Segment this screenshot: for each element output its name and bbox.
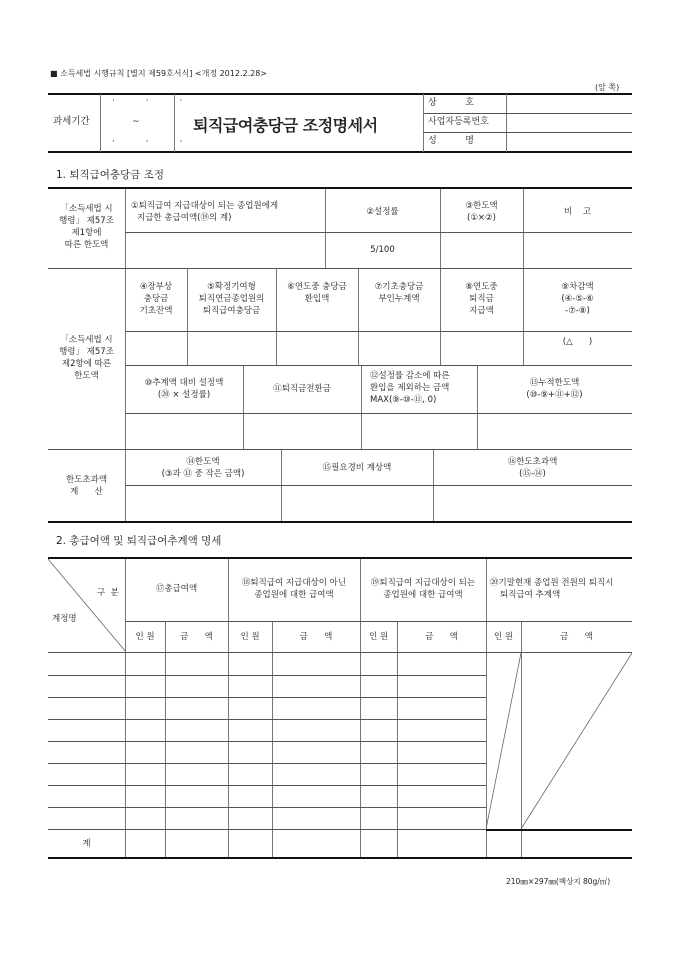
section2-bottom-border <box>48 857 632 859</box>
col-limit-header-2: (①×②) <box>467 213 496 223</box>
col8-header-1: ⑧연도중 <box>465 282 498 292</box>
col-remarks-header: 비 고 <box>563 207 592 217</box>
col15-header: ⑮필요경비 계상액 <box>322 463 392 473</box>
s1b-mid-line-b <box>125 365 632 366</box>
s2-div-5 <box>397 621 398 858</box>
sub-people-18: 인 원 <box>240 632 260 642</box>
section1-title: 1. 퇴직급여충당금 조정 <box>56 169 164 181</box>
col6-header-1: ⑥연도중 충당금 <box>287 282 347 292</box>
s1a-bottom-line <box>48 268 632 269</box>
col12-header-1: ⑫설정률 감소에 따른 <box>370 371 450 381</box>
s1a-div-3 <box>523 189 524 268</box>
tax-period-label: 과세기간 <box>53 116 90 127</box>
s1a-label-divider <box>125 189 126 268</box>
representative-name-label: 성 명 <box>428 136 474 146</box>
col4-header-1: ④장부상 <box>139 282 173 292</box>
estimate-diagonal-amount <box>521 653 632 829</box>
excess-label-line2: 계 산 <box>70 487 103 497</box>
header-divider-3 <box>423 94 424 152</box>
group19-header-2: 종업원에 대한 급여액 <box>383 590 463 600</box>
tax-period-start-dots: · · · <box>112 96 197 106</box>
company-name-label: 상 호 <box>428 98 474 108</box>
group18-header-1: ⑱퇴직급여 지급대상이 아닌 <box>241 578 347 588</box>
col-rate-header: ②설정률 <box>366 207 399 217</box>
s1b-mid-line-a <box>125 331 632 332</box>
sub-people-20: 인 원 <box>493 632 514 642</box>
col6-header-2: 환입액 <box>304 294 330 304</box>
s2-div-4 <box>360 559 361 858</box>
s1b-mid-line-c <box>125 413 632 414</box>
s1a-div-1 <box>325 189 326 268</box>
total-row-label: 계 <box>82 839 91 849</box>
col4-header-3: 기초잔액 <box>139 306 173 316</box>
section1-bottom-border <box>48 521 632 523</box>
business-number-label: 사업자등록번호 <box>428 117 489 127</box>
col-limit-header-1: ③한도액 <box>465 201 498 211</box>
col9-header-2: (④-⑤-⑥ <box>561 294 594 304</box>
col16-header-1: ⑯한도초과액 <box>507 457 558 467</box>
s2-div-0 <box>125 559 126 858</box>
s2-row-line-2 <box>48 697 486 698</box>
col12-header-2: 환입을 제외하는 금액 <box>370 383 450 393</box>
col13-header-2: (⑩-⑨+⑪+⑫) <box>526 390 583 400</box>
corner-account-label: 계정명 <box>52 614 77 624</box>
s2-row-line-6 <box>48 785 486 786</box>
estimate-diagonal-people <box>486 653 521 829</box>
col5-header-3: 퇴직급여충당금 <box>202 306 261 316</box>
s1b-bottom-line <box>48 449 632 450</box>
s2-row-line-8 <box>48 829 486 830</box>
representative-name-field[interactable] <box>507 133 631 150</box>
col-total-salary-header-2: 지급한 총급여액(⑲의 계) <box>137 213 232 223</box>
col16-header-2: (⑮-⑭) <box>519 469 546 479</box>
group20-header-1: ⑳기말현재 종업원 전원의 퇴직시 <box>490 578 614 588</box>
section2-title: 2. 총급여액 및 퇴직급여추계액 명세 <box>56 535 222 547</box>
limit2-label-line2: 행령」 제57조 <box>59 347 114 357</box>
limit2-label-line4: 한도액 <box>74 371 99 381</box>
col7-header-1: ⑦기초충당금 <box>374 282 424 292</box>
col8-header-3: 지급액 <box>469 306 494 316</box>
s2-row-line-7 <box>48 807 486 808</box>
col14-header-1: ⑭한도액 <box>186 457 220 467</box>
sub-amount-17: 금 액 <box>180 632 213 642</box>
s1b-div-b2 <box>361 366 362 449</box>
estimate-diagonals <box>486 653 632 830</box>
tax-period-tilde: ~ <box>132 117 140 127</box>
paper-spec: 210㎜×297㎜(백상지 80g/㎡) <box>506 877 611 886</box>
limit1-label-line4: 따른 한도액 <box>64 240 109 250</box>
rate-value: 5/100 <box>370 245 395 255</box>
s2-group-line <box>125 621 632 622</box>
sub-amount-20: 금 액 <box>560 632 593 642</box>
tax-period-end-dots: · · · <box>112 137 197 147</box>
col11-header: ⑪퇴직금전환금 <box>273 384 331 394</box>
col7-header-2: 부인누계액 <box>378 294 420 304</box>
col9-header-3: -⑦-⑧) <box>565 306 590 316</box>
sub-people-17: 인 원 <box>135 632 155 642</box>
col13-header-1: ⑬누적한도액 <box>529 378 580 388</box>
section1-top-border <box>48 187 632 189</box>
col9-header-1: ⑨차감액 <box>561 282 594 292</box>
limit1-label-line1: 「소득세법 시 <box>60 204 113 214</box>
corner-division-label: 구 분 <box>97 588 119 598</box>
header-divider-1 <box>100 94 101 152</box>
limit2-label-line3: 제2항에 따른 <box>61 359 112 369</box>
col5-header-1: ⑤확정기여형 <box>207 282 256 292</box>
col10-header-2: (⑳ × 설정률) <box>157 390 211 400</box>
s1c-mid-line <box>125 485 632 486</box>
s1b-div-b1 <box>243 366 244 449</box>
col14-header-2: (③과 ⑬ 중 작은 금액) <box>161 469 245 479</box>
header-bottom-border <box>48 151 632 153</box>
corner-diagonal-line <box>48 559 126 652</box>
limit2-label-line1: 「소득세법 시 <box>60 335 113 345</box>
group19-header-1: ⑲퇴직급여 지급대상이 되는 <box>370 578 476 588</box>
col8-header-2: 퇴직금 <box>469 294 494 304</box>
col9-negative-marker: (△ ) <box>562 337 593 347</box>
s2-div-3 <box>272 621 273 858</box>
s2-row-line-4 <box>48 741 486 742</box>
section2-top-border <box>48 557 632 559</box>
group18-header-2: 종업원에 대한 급여액 <box>254 590 334 600</box>
col12-header-3: MAX(⑨-⑩-⑪, 0) <box>370 395 437 405</box>
col4-header-2: 충당금 <box>143 294 169 304</box>
page-side-label: (앞 쪽) <box>595 83 620 92</box>
col10-header-1: ⑩추계액 대비 설정액 <box>144 378 224 388</box>
limit1-label-line3: 제1항에 <box>71 228 102 238</box>
sub-amount-18: 금 액 <box>299 632 333 642</box>
s2-row-line-5 <box>48 763 486 764</box>
business-number-field[interactable] <box>507 114 631 131</box>
col5-header-2: 퇴직연금종업원의 <box>198 294 265 304</box>
company-name-field[interactable] <box>507 95 631 112</box>
s2-div-1 <box>165 621 166 858</box>
col-total-salary-header-1: ①퇴직급여 지급대상이 되는 종업원에게 <box>131 201 279 211</box>
corner-diagonal <box>48 559 126 652</box>
sub-people-19: 인 원 <box>368 632 389 642</box>
sub-amount-19: 금 액 <box>425 632 458 642</box>
s1a-mid-line <box>125 232 632 233</box>
limit1-label-line2: 행령」 제57조 <box>59 216 114 226</box>
group20-header-2: 퇴직급여 추계액 <box>500 590 561 600</box>
s2-row-line-1 <box>48 675 486 676</box>
legal-reference: ■ 소득세법 시행규칙 [별지 제59호서식] <개정 2012.2.28> <box>50 69 268 78</box>
s2-div-2 <box>228 559 229 858</box>
form-title: 퇴직급여충당금 조정명세서 <box>193 116 378 135</box>
group17-header: ⑰총급여액 <box>155 584 198 594</box>
excess-label-line1: 한도초과액 <box>65 475 108 485</box>
s2-row-line-3 <box>48 719 486 720</box>
